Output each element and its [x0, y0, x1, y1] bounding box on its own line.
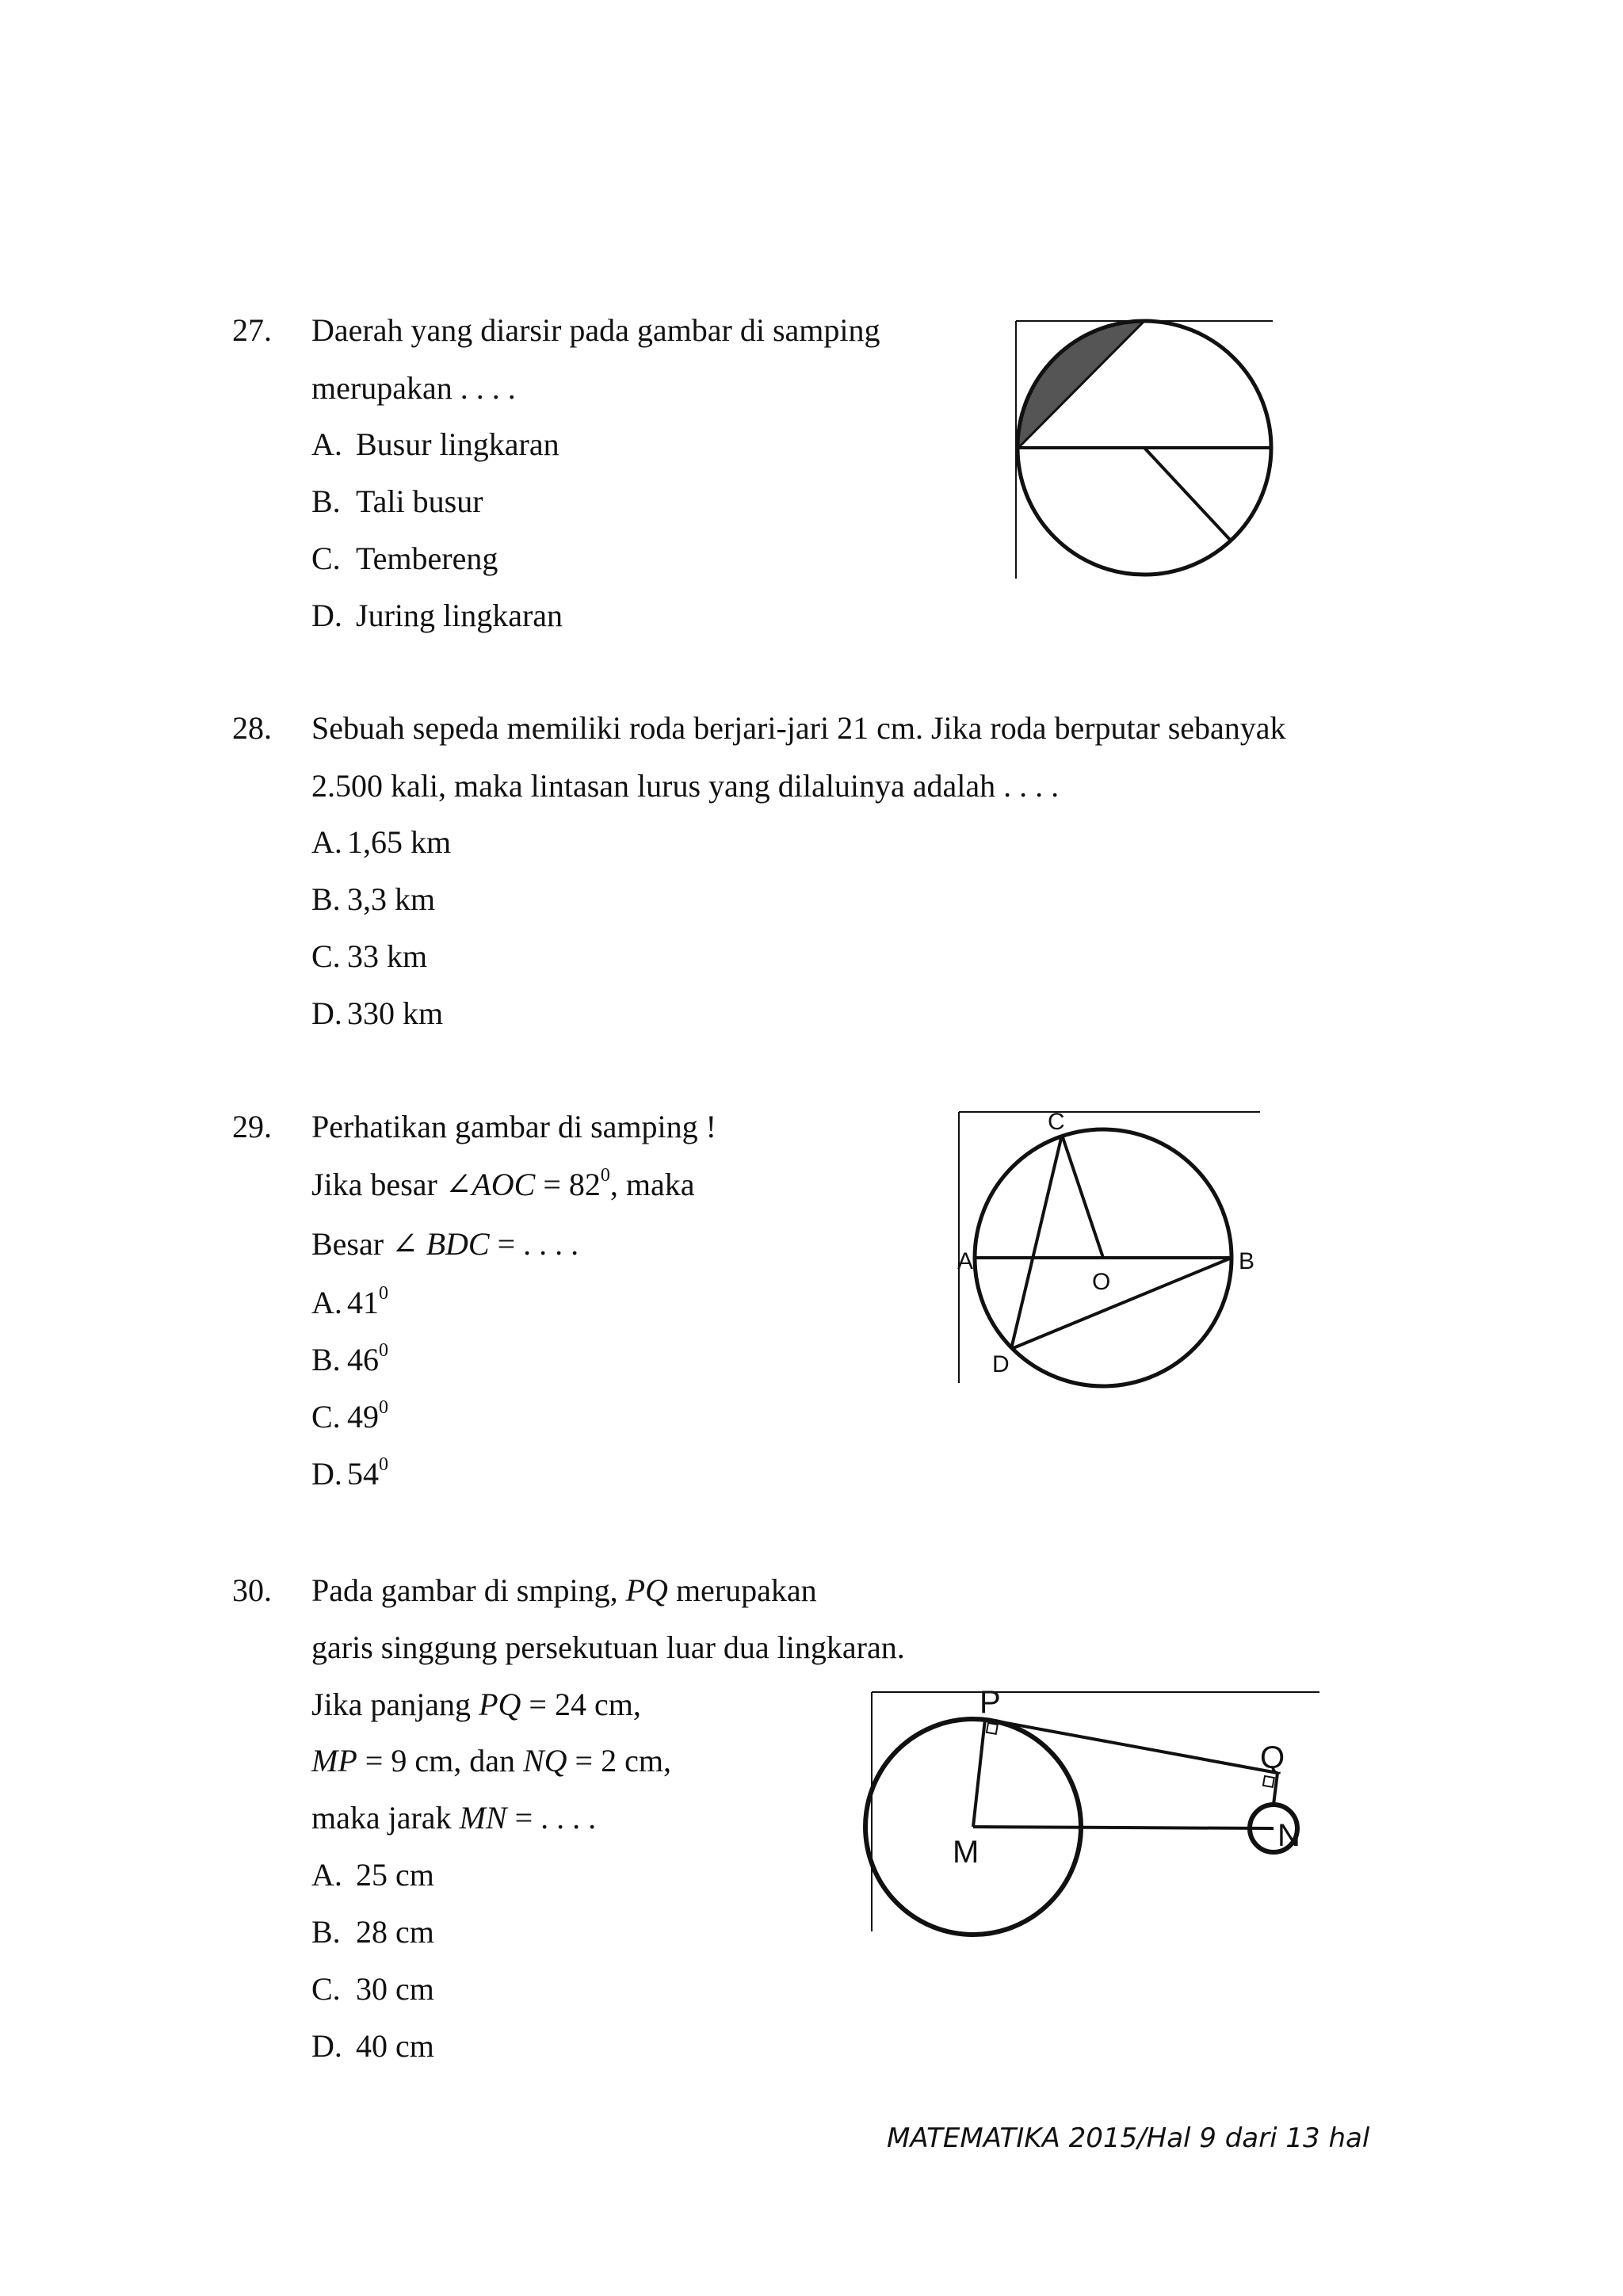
question-stem: maka jarak MN = . . . . [311, 1800, 597, 1836]
answer-option-c[interactable]: C. Tembereng [311, 541, 498, 576]
label-a: A [957, 1248, 974, 1274]
label-n: N [1277, 1818, 1300, 1853]
question-number: 30. [232, 1572, 272, 1608]
radius-mp [973, 1719, 985, 1827]
question-stem: garis singgung persekutuan luar dua lingkaran. [311, 1629, 905, 1665]
answer-option-a[interactable]: A. 1,65 km [311, 824, 452, 860]
answer-option-d[interactable]: D. 330 km [311, 995, 444, 1031]
answer-option-c[interactable]: C. $49^0$ [311, 1397, 388, 1435]
label-d: D [992, 1351, 1010, 1377]
question-stem: 2.500 kali, maka lintasan lurus yang dilaluinya adalah . . . . [311, 768, 1060, 804]
answer-option-a[interactable]: A. Busur lingkaran [311, 426, 559, 462]
question-number: 29. [232, 1109, 272, 1144]
question-stem: Sebuah sepeda memiliki roda berjari-jari 21 cm. Jika roda berputar sebanyak [311, 710, 1286, 746]
answer-option-c[interactable]: C. 33 km [311, 938, 428, 974]
question-stem: Perhatikan gambar di samping ! [311, 1109, 716, 1144]
answer-option-c[interactable]: C. 30 cm [311, 1971, 434, 2007]
question-stem: Jika panjang PQ = 24 cm, [311, 1687, 641, 1722]
answer-option-a[interactable]: A. 25 cm [311, 1857, 434, 1893]
label-b: B [1239, 1248, 1255, 1274]
label-m: M [953, 1835, 980, 1870]
question-stem: Pada gambar di smping, PQ merupakan [311, 1572, 817, 1608]
segment-cd [1011, 1135, 1062, 1349]
answer-option-b[interactable]: B. $46^0$ [311, 1340, 388, 1377]
label-p: P [980, 1685, 1001, 1720]
label-c: C [1048, 1109, 1065, 1135]
question-number: 27. [232, 312, 272, 348]
segment-mn [973, 1827, 1274, 1828]
question-stem: MP = 9 cm, dan NQ = 2 cm, [311, 1743, 671, 1778]
answer-option-d[interactable]: D. $54^0$ [311, 1454, 388, 1492]
question-stem: Besar ∠ BDC = . . . . [311, 1226, 579, 1262]
radius-line [1144, 448, 1231, 541]
question-number: 28. [232, 710, 272, 746]
answer-option-b[interactable]: B. 3,3 km [311, 881, 436, 917]
answer-option-b[interactable]: B. 28 cm [311, 1914, 434, 1950]
figure-tangent-circles [864, 1684, 1331, 1946]
answer-option-a[interactable]: A. $41^0$ [311, 1283, 388, 1320]
figure-inscribed-angle [951, 1106, 1276, 1391]
tangent-pq [985, 1719, 1277, 1773]
answer-option-d[interactable]: D. Juring lingkaran [311, 598, 563, 633]
right-angle-mark-p [987, 1723, 998, 1734]
answer-option-b[interactable]: B. Tali busur [311, 483, 483, 519]
label-q: Q [1260, 1740, 1285, 1775]
right-angle-mark-q [1263, 1776, 1274, 1787]
answer-option-d[interactable]: D. 40 cm [311, 2028, 434, 2064]
page-footer: MATEMATIKA 2015/Hal 9 dari 13 hal [887, 2122, 1370, 2154]
label-o: O [1092, 1269, 1111, 1295]
segment-oc [1062, 1135, 1103, 1258]
question-stem: merupakan . . . . [311, 370, 516, 406]
segment-db [1011, 1258, 1232, 1349]
figure-circle-segment [1006, 313, 1284, 583]
question-stem: Jika besar ∠AOC = $82^0$, maka [311, 1165, 695, 1202]
question-stem: Daerah yang diarsir pada gambar di samping [311, 312, 880, 348]
